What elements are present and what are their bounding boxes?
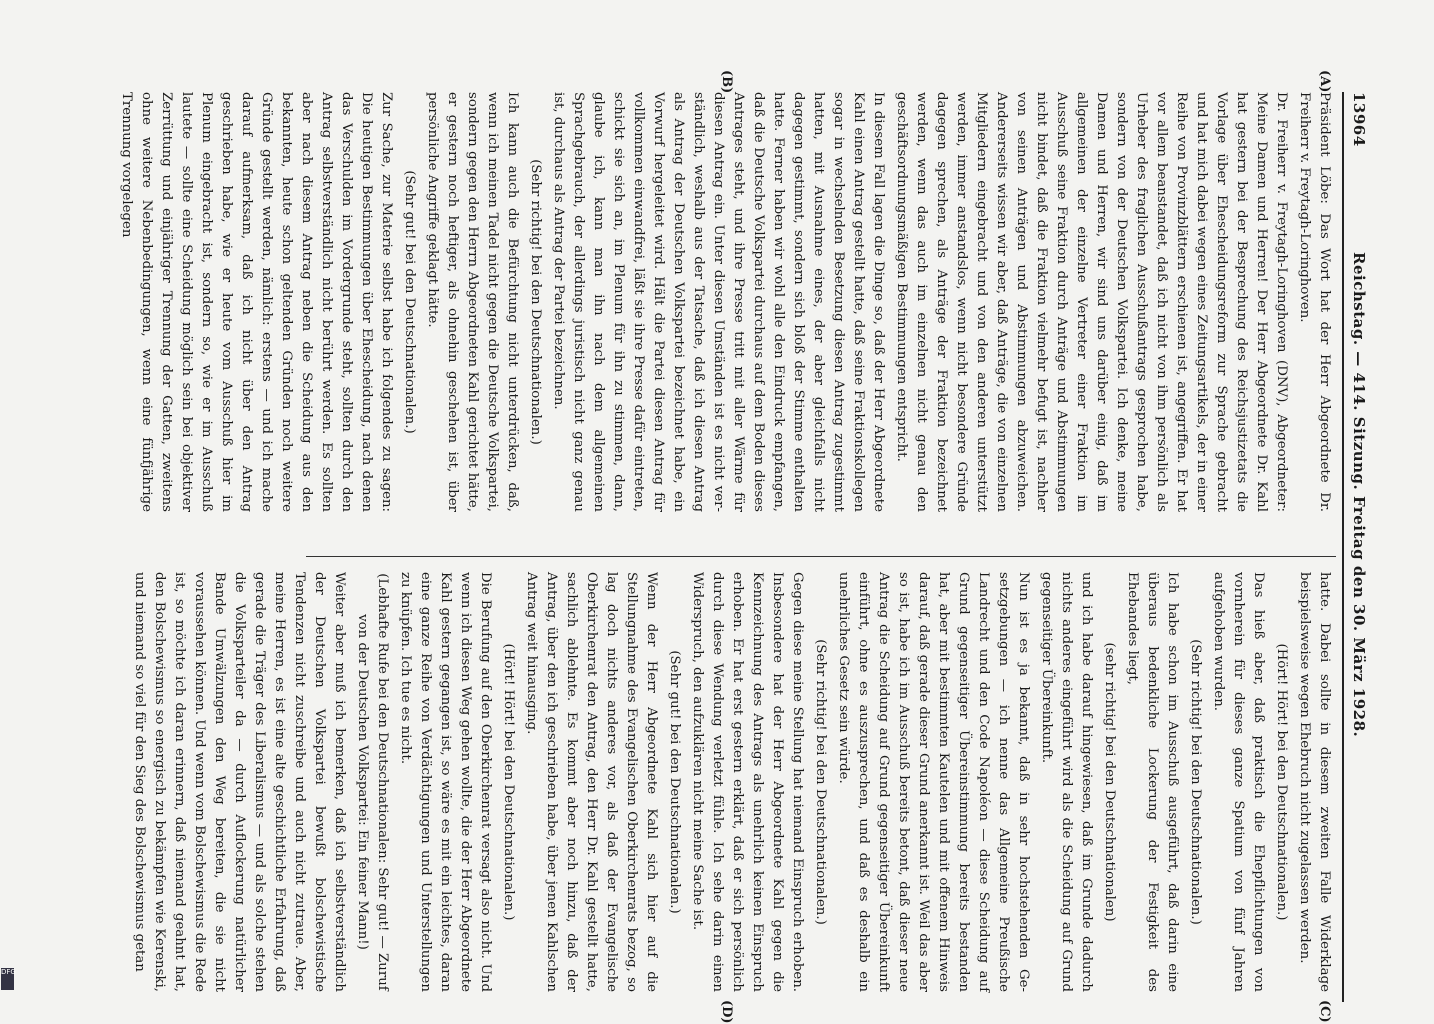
paragraph: Weiter aber muß ich bemerken, daß ich selbstverständlich der Deutschen Volkspartei bewußt bolschewistische Tendenzen nicht zuschreibe und auch nicht zutraue. Aber, meine Herren, es ist eine alte geschichtliche Erfahrung, daß gerade die Träger des Liberalismus — und als solche stehen die Volksparteiler da — durch Auflockerung natürlicher Bande Umwälzungen den Weg bereiten, die sie nicht voraussehen können. Und wenn vom Bolschewismus die Rede ist, so möchte ich daran erinnern, daß niemand geahnt hat, den Bolschewismus so energisch zu bekämpfen wie Kerenski, und niemand so viel für den Sieg des Bolschewismus getan: [132, 572, 347, 992]
margin-mark-d: (D): [719, 1000, 734, 1024]
page-header: [1342, 92, 1372, 1002]
interjection: (Sehr richtig! bei den Deutschnationalen.): [813, 639, 828, 925]
dfg-logo: [1, 968, 14, 990]
interjection: (Sehr richtig! bei den Deutschnationalen.): [528, 159, 543, 445]
margin-mark-b: (B): [719, 70, 734, 94]
paragraph: Ich habe schon im Ausschuß ausgeführt, daß darin eine überaus bedenkliche Lockerung der Festigkeit des Ehebandes liegt,: [1125, 572, 1180, 992]
interjection: (Sehr richtig! bei den Deutschnationalen.): [1188, 639, 1203, 925]
paragraph: In diesem Fall lagen die Dinge so, daß der Herr Abgeordnete Kahl einen Antrag gestellt hatte, daß seine Fraktionskollegen sogar in wechselnden Besetzung diesen Antrag zugestimmt hatten, mit Ausnahme eines, der aber gleichfalls nicht dagegen gestimmt, sondern sich bloß der Stimme enthalten hatte. Ferner haben wir wohl alle den Eindruck empfangen, daß die Deutsche Volkspartei durchaus auf dem Boden dieses Antrages steht, und ihre Presse tritt mit aller Wärme für diesen Antrag ein. Unter diesen Umständen ist es nicht verständlich, weshalb aus der Tatsache, daß ich diesen Antrag als Antrag der Deutschen Volkspartei bezeichnet habe, ein Vorwurf hergeleitet wird. Hält die Partei diesen Antrag für vollkommen einwandfrei, läßt sie ihre Presse dafür eintreten, schickt sie sich an, im Plenum für ihn zu stimmen, dann, glaube ich, kann man ihn nach dem allgemeinen Sprachgebrauch, der allerdings juristisch nicht ganz genau ist, durchaus als Antrag der Partei bezeichnen.: [551, 92, 886, 512]
page-number: 13964: [1350, 92, 1368, 147]
column-divider: [306, 556, 1336, 557]
interjection: (sehr richtig! bei den Deutschnationalen): [1102, 642, 1117, 922]
interjection: (Hört! Hört! bei den Deutschnationalen.): [501, 643, 516, 921]
paragraph: Präsident Löbe: Das Wort hat der Herr Abgeordnete Dr. Freiherr v. Freytagh-Loringhoven.: [1297, 92, 1332, 512]
paragraph: Die Berufung auf den Oberkirchenrat versagt also nicht. Und wenn ich diesen Weg gehen wollte, die der Herr Abgeordnete Kahl gestern gegangen ist, so wäre es mit ein leichtes, daran eine ganze Reihe von Verdächtigungen und Unterstellungen zu knüpfen. Ich tue es nicht.: [398, 572, 493, 992]
margin-mark-a: (A): [1317, 70, 1332, 93]
interjection: (Lebhafte Rufe bei den Deutschnationalen: Sehr gut! — Zuruf von der Deutschen Volkspartei: Ein feiner Mann!): [355, 573, 390, 991]
page-title: Reichstag. — 414. Sitzung. Freitag den 30. März 1928.: [1350, 252, 1368, 738]
dfg-logo-text: DFG: [1, 968, 16, 976]
interjection: (Sehr gut! bei den Deutschnationalen.): [402, 170, 417, 434]
paragraph: Nun ist es ja bekannt, daß in sehr hochstehenden Gesetzgebungen — ich nenne das Allgemeine Preußische Landrecht und den Code Napoléon — diese Scheidung auf Grund gegenseitiger Übereinstimmung bereits bestanden hat, aber mit bestimmten Kautelen und mit offenem Hinweis darauf, daß gerade dieser Grund anerkannt ist. Weil das aber so ist, habe ich im Ausschuß bereits betont, daß dieser neue Antrag die Scheidung auf Grund gegenseitiger Übereinkunft einführt, ohne es auszusprechen, und daß es deshalb ein unehrliches Gesetz sein würde.: [836, 572, 1031, 992]
interjection: (Hört! Hört! bei den Deutschnationalen.): [1274, 643, 1289, 921]
left-column: [113, 92, 1334, 512]
paragraph: Ich kann auch die Befürchtung nicht unterdrücken, daß, wenn ich meinen Tadel nicht gegen die Deutsche Volkspartei, sondern gegen den Herrn Abgeordneten Kahl gerichtet hätte, er gestern noch heftiger, als ohnehin geschehen ist, über persönliche Angriffe geklagt hätte.: [425, 92, 520, 512]
paragraph: Das hieß aber, daß praktisch die Ehepflichtungen von vornherein für dieses ganze Spatium von fünf Jahren aufgehoben wurden.: [1211, 572, 1266, 992]
right-column: [126, 572, 1334, 992]
paragraph: Wenn der Herr Abgeordnete Kahl sich hier auf die Stellungnahme des Evangelischen Oberkirchenrats bezog, so lag doch nichts anderes vor, als daß der Evangelische Oberkirchenrat den Antrag, den Herr Dr. Kahl gestellt hatte, sachlich ablehnte. Es kommt aber noch hinzu, daß der Antrag, über den ich geschrieben habe, über jenen Kahlschen Antrag weit hinausging.: [524, 572, 659, 992]
margin-mark-c: (C): [1317, 1000, 1332, 1023]
paragraph: Gegen diese meine Stellung hat niemand Einspruch erhoben. Insbesondere hat der Herr Abgeordnete Kahl gegen die Kennzeichnung des Antrags als unehrlich keinen Einspruch erhoben. Er hat erst gestern erklärt, daß er sich persönlich durch diese Wendung verletzt fühle. Ich sehe darin einen Widerspruch, den aufzuklären nicht meine Sache ist.: [690, 572, 805, 992]
paragraph: Dr. Freiherr v. Freytagh-Loringhoven (DNV), Abgeordneter: Meine Damen und Herren! Der Herr Abgeordnete Dr. Kahl hat gestern bei der Besprechung des Reichsjustizetats die Vorlage über Ehescheidungsreform zur Sprache gebracht und hat mich dabei wegen eines Zeitungsartikels, der in einer Reihe von Provinzblättern erschienen ist, angegriffen. Er hat vor allem beanstandet, daß ich nicht von ihm persönlich als Urheber des fraglichen Ausschußantrags gesprochen habe, sondern von der Deutschen Volkspartei. Ich denke, meine Damen und Herren, wir sind uns darüber einig, daß im allgemeinen der einzelne Vertreter einer Fraktion im Ausschuß seine Fraktion durch Anträge und Abstimmungen nicht bindet, daß die Fraktion vielmehr befugt ist, nachher von seinen Anträgen und Abstimmungen abzuweichen. Andererseits wissen wir aber, daß Anträge, die von einzelnen Mitgliedern eingebracht und von den anderen unterstützt werden, immer anstandslos, wenn nicht besondere Gründe dagegen sprechen, als Anträge der Fraktion bezeichnet werden, wenn das auch im einzelnen nicht genau den geschäftsordnungsmäßigen Bestimmungen entspricht.: [894, 92, 1289, 512]
paragraph: hatte. Dabei sollte in diesem zweiten Falle Widerklage beispielsweise wegen Ehebruch nicht zugelassen werden.: [1297, 572, 1332, 992]
paragraph: Zur Sache, zur Materie selbst habe ich folgendes zu sagen: Die heutigen Bestimmungen über Ehescheidung, nach denen das Verschulden im Vordergrunde steht, sollten durch den Antrag selbstverständlich nicht berührt werden. Es sollten aber nach diesem Antrag neben die Scheidung aus den bekannten, heute schon geltenden Gründen noch weitere Gründe gestellt werden, nämlich: erstens — und ich mache darauf aufmerksam, daß ich nicht über den Antrag geschrieben habe, wie er heute vom Ausschuß hier im Plenum eingebracht ist, sondern so, wie er im Ausschuß lautete — sollte eine Scheidung möglich sein bei objektiver Zerrüttung und einjähriger Trennung der Gatten, zweitens ohne weitere Nebenbedingungen, wenn eine fünfjährige Trennung vorgelegen: [119, 92, 394, 512]
digitization-credit: [0, 434, 4, 994]
interjection: (Sehr gut! bei den Deutschnationalen.): [667, 650, 682, 914]
paragraph: und ich habe darauf hingewiesen, daß im Grunde dadurch nichts anderes eingeführt wird als die Scheidung auf Grund gegenseitiger Übereinkunft.: [1039, 572, 1094, 992]
